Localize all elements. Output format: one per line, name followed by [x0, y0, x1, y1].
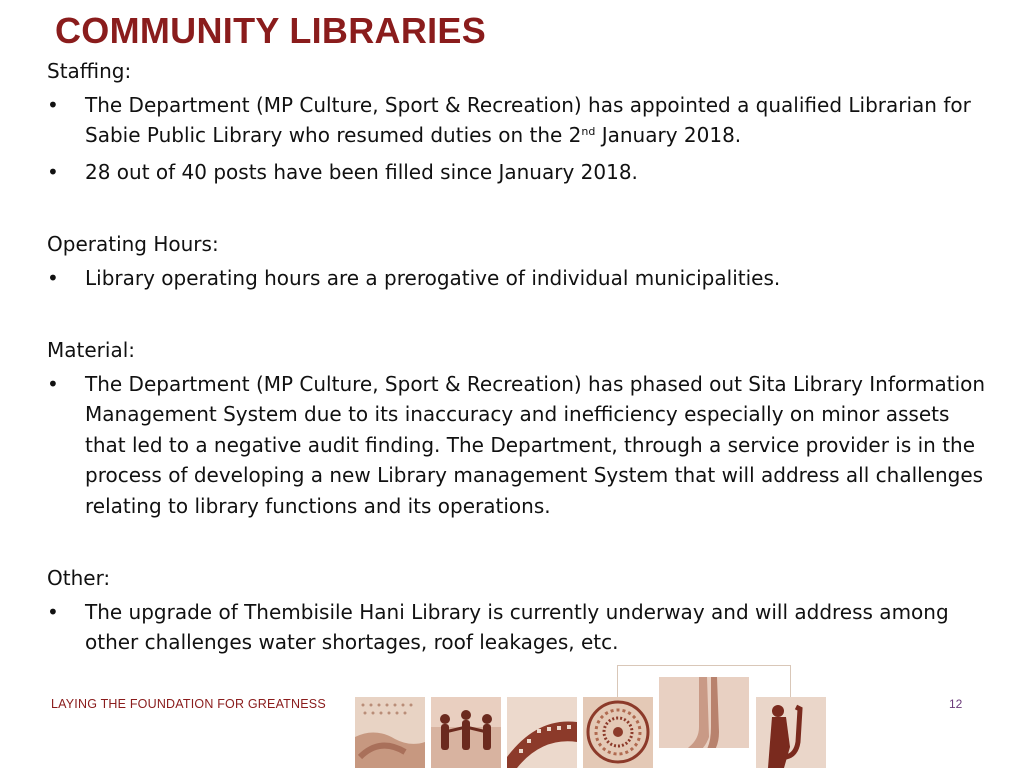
bullet-icon: • — [47, 371, 59, 396]
page-number: 12 — [949, 697, 963, 711]
hours-bullet-1: Library operating hours are a prerogative of individual municipalities. — [85, 265, 781, 290]
staffing-bullet-2: 28 out of 40 posts have been filled since January 2018. — [85, 159, 638, 184]
footer-tagline: LAYING THE FOUNDATION FOR GREATNESS — [51, 697, 326, 711]
material-heading: Material: — [47, 338, 135, 362]
list-item — [47, 369, 987, 522]
list-item — [47, 90, 987, 151]
list-item — [47, 157, 987, 188]
braille-reading-image — [355, 697, 425, 768]
staffing-bullet-1: The Department (MP Culture, Sport & Recreation) has appointed a qualified Librarian for Sabie Public Library who resumed duties on the 2nd January 2018. — [85, 92, 971, 147]
list-item — [47, 597, 987, 658]
hours-heading: Operating Hours: — [47, 232, 219, 256]
saxophone-player-image — [756, 697, 826, 768]
other-bullet-1: The upgrade of Thembisile Hani Library is currently underway and will address among other challenges water shortages, roof leakages, etc. — [85, 599, 949, 654]
bullet-icon: • — [47, 599, 59, 624]
bullet-icon: • — [47, 92, 59, 117]
slide-body — [47, 56, 987, 664]
staffing-heading: Staffing: — [47, 59, 132, 83]
bullet-icon: • — [47, 265, 59, 290]
beadwork-pattern-image — [583, 697, 653, 768]
ballet-shoes-image — [659, 677, 749, 748]
bullet-icon: • — [47, 159, 59, 184]
film-reel-image — [507, 697, 577, 768]
dancing-figures-image — [431, 697, 501, 768]
ordinal-suffix: nd — [581, 125, 596, 138]
slide-title: COMMUNITY LIBRARIES — [55, 10, 487, 51]
other-heading: Other: — [47, 566, 111, 590]
list-item — [47, 263, 987, 294]
material-bullet-1: The Department (MP Culture, Sport & Recreation) has phased out Sita Library Information Management System due to its inaccuracy and inefficiency especially on minor assets that led to a negative audit finding. The Department, through a service provider is in the process of developing a new Library management System that will address all challenges relating to library functions and its operations. — [85, 371, 986, 518]
